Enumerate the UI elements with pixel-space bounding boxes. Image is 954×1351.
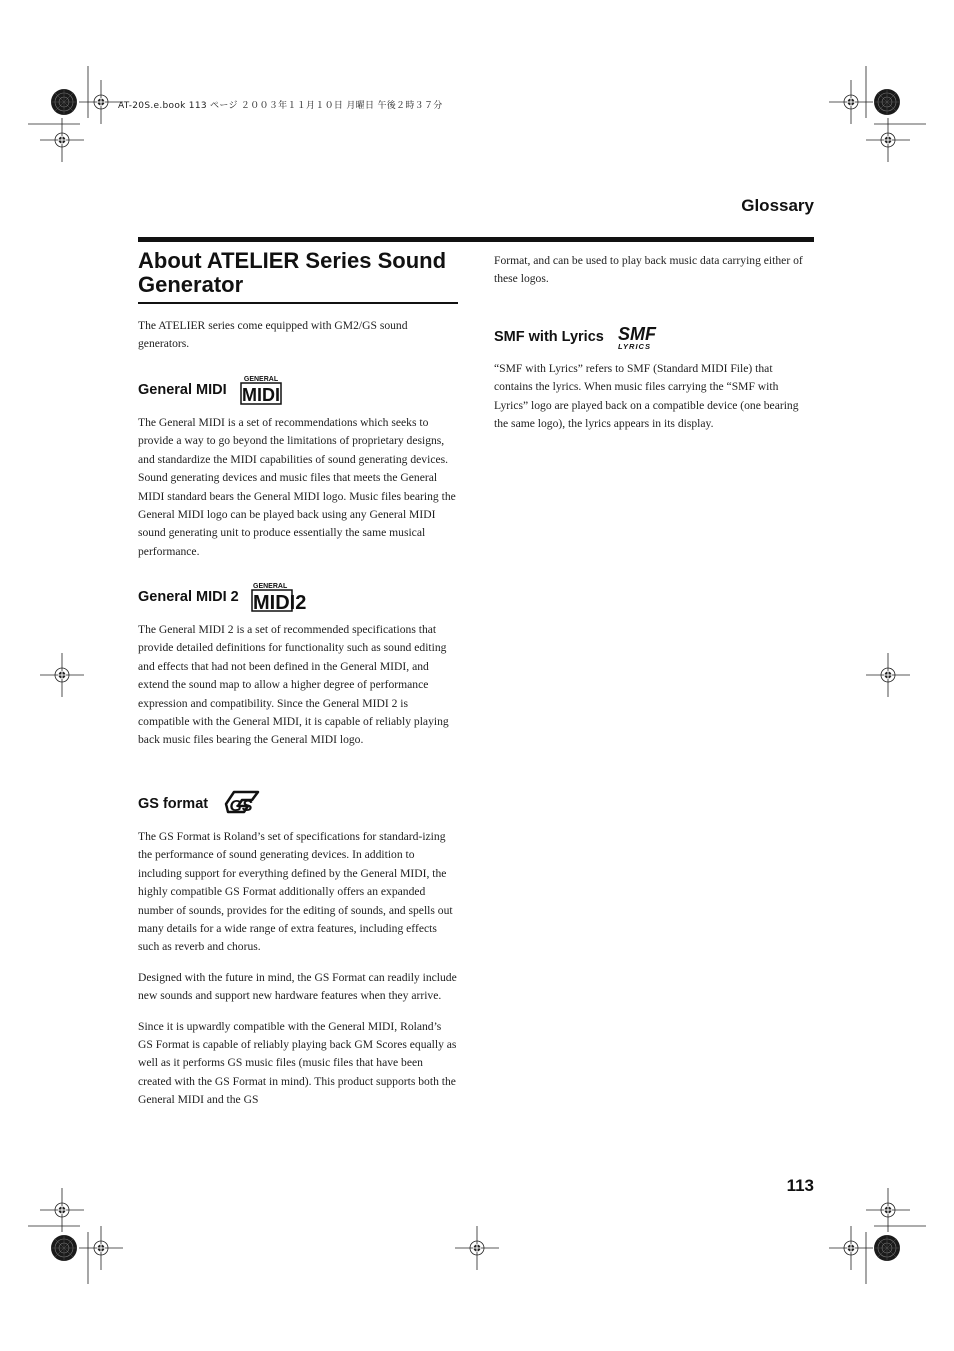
paragraph-continued: Format, and can be used to play back music data carrying either of these logos.: [494, 254, 803, 286]
section-body: [138, 828, 458, 1110]
svg-text:MIDI: MIDI: [241, 385, 280, 405]
header-rule: [138, 237, 814, 242]
section-heading: [138, 374, 458, 406]
svg-text:GENERAL: GENERAL: [243, 376, 278, 383]
gs-logo-icon: [220, 788, 262, 820]
section-gs-format: [138, 788, 458, 1110]
paragraph: The General MIDI 2 is a set of recommended specifications that provide detailed definitions for functionality such as sound editing and effects that had not been defined in the General MIDI, and extend the sound map to allow a higher degree of performance expression and compatibility. Since the General MIDI 2 is compatible with the General MIDI, it is capable of reliably playing back music files bearing the General MIDI logo.: [138, 623, 449, 747]
section-body: [138, 414, 458, 561]
section-header: Glossary: [741, 196, 814, 215]
smf-lyrics-logo-icon: [616, 322, 662, 352]
print-info: AT-20S.e.book 113 ページ ２００３年１１月１０日 月曜日 午後２時３７分: [118, 101, 443, 111]
section-body: [138, 621, 458, 750]
heading-text: General MIDI: [138, 382, 227, 398]
paragraph: The GS Format is Roland’s set of specifications for standard-izing the performance of sound generating devices. In addition to including support for everything defined by the General MIDI, the highly compatible GS Format additionally offers an expanded number of sounds, provides for the editing of sounds, and spells out many details for a wide range of extra features, including effects such as reverb and chorus.: [138, 830, 453, 954]
section-smf-with-lyrics: [494, 322, 814, 434]
intro-paragraph: The ATELIER series come equipped with GM2/GS sound generators.: [138, 319, 408, 351]
section-heading: [138, 788, 458, 820]
page-title: About ATELIER Series Sound Generator: [138, 248, 447, 297]
heading-text: General MIDI 2: [138, 589, 239, 605]
general-midi-2-logo-icon: [251, 581, 309, 613]
title-rule: [138, 302, 458, 304]
svg-text:SMF: SMF: [617, 324, 656, 344]
paragraph: The General MIDI is a set of recommendations which seeks to provide a way to go beyond the limitations of proprietary designs, and standardize the MIDI capabilities of sound generating devices. Sound generating devices and music files that meets the General MIDI standard bears the General MIDI logo. Music files bearing the General MIDI logo can be played back using any General MIDI sound generating unit to produce essentially the same musical performance.: [138, 416, 456, 558]
page-number: 113: [786, 1176, 814, 1195]
section-heading: [138, 581, 458, 613]
svg-text:GS: GS: [229, 798, 253, 815]
svg-text:MIDI2: MIDI2: [252, 592, 307, 613]
paragraph: “SMF with Lyrics” refers to SMF (Standard MIDI File) that contains the lyrics. When music files carrying the “SMF with Lyrics” logo are played back on a compatible device (one bearing the same logo), the lyrics appears in its display.: [494, 362, 799, 431]
section-general-midi: [138, 374, 458, 561]
heading-text: SMF with Lyrics: [494, 329, 604, 345]
paragraph: Since it is upwardly compatible with the General MIDI, Roland’s GS Format is capable of reliably playing back GM Scores equally as well as it performs GS music files (music files that have been created with the GS Format in mind). This product supports both the General MIDI and the GS: [138, 1019, 457, 1107]
paragraph: Designed with the future in mind, the GS Format can readily include new sounds and support new hardware features when they arrive.: [138, 970, 457, 1003]
general-midi-logo-icon: [239, 374, 283, 406]
heading-text: GS format: [138, 796, 209, 812]
section-general-midi-2: [138, 581, 458, 750]
section-body: [494, 360, 814, 434]
section-heading: [494, 322, 814, 352]
svg-text:LYRICS: LYRICS: [617, 342, 651, 351]
svg-text:GENERAL: GENERAL: [252, 583, 287, 590]
